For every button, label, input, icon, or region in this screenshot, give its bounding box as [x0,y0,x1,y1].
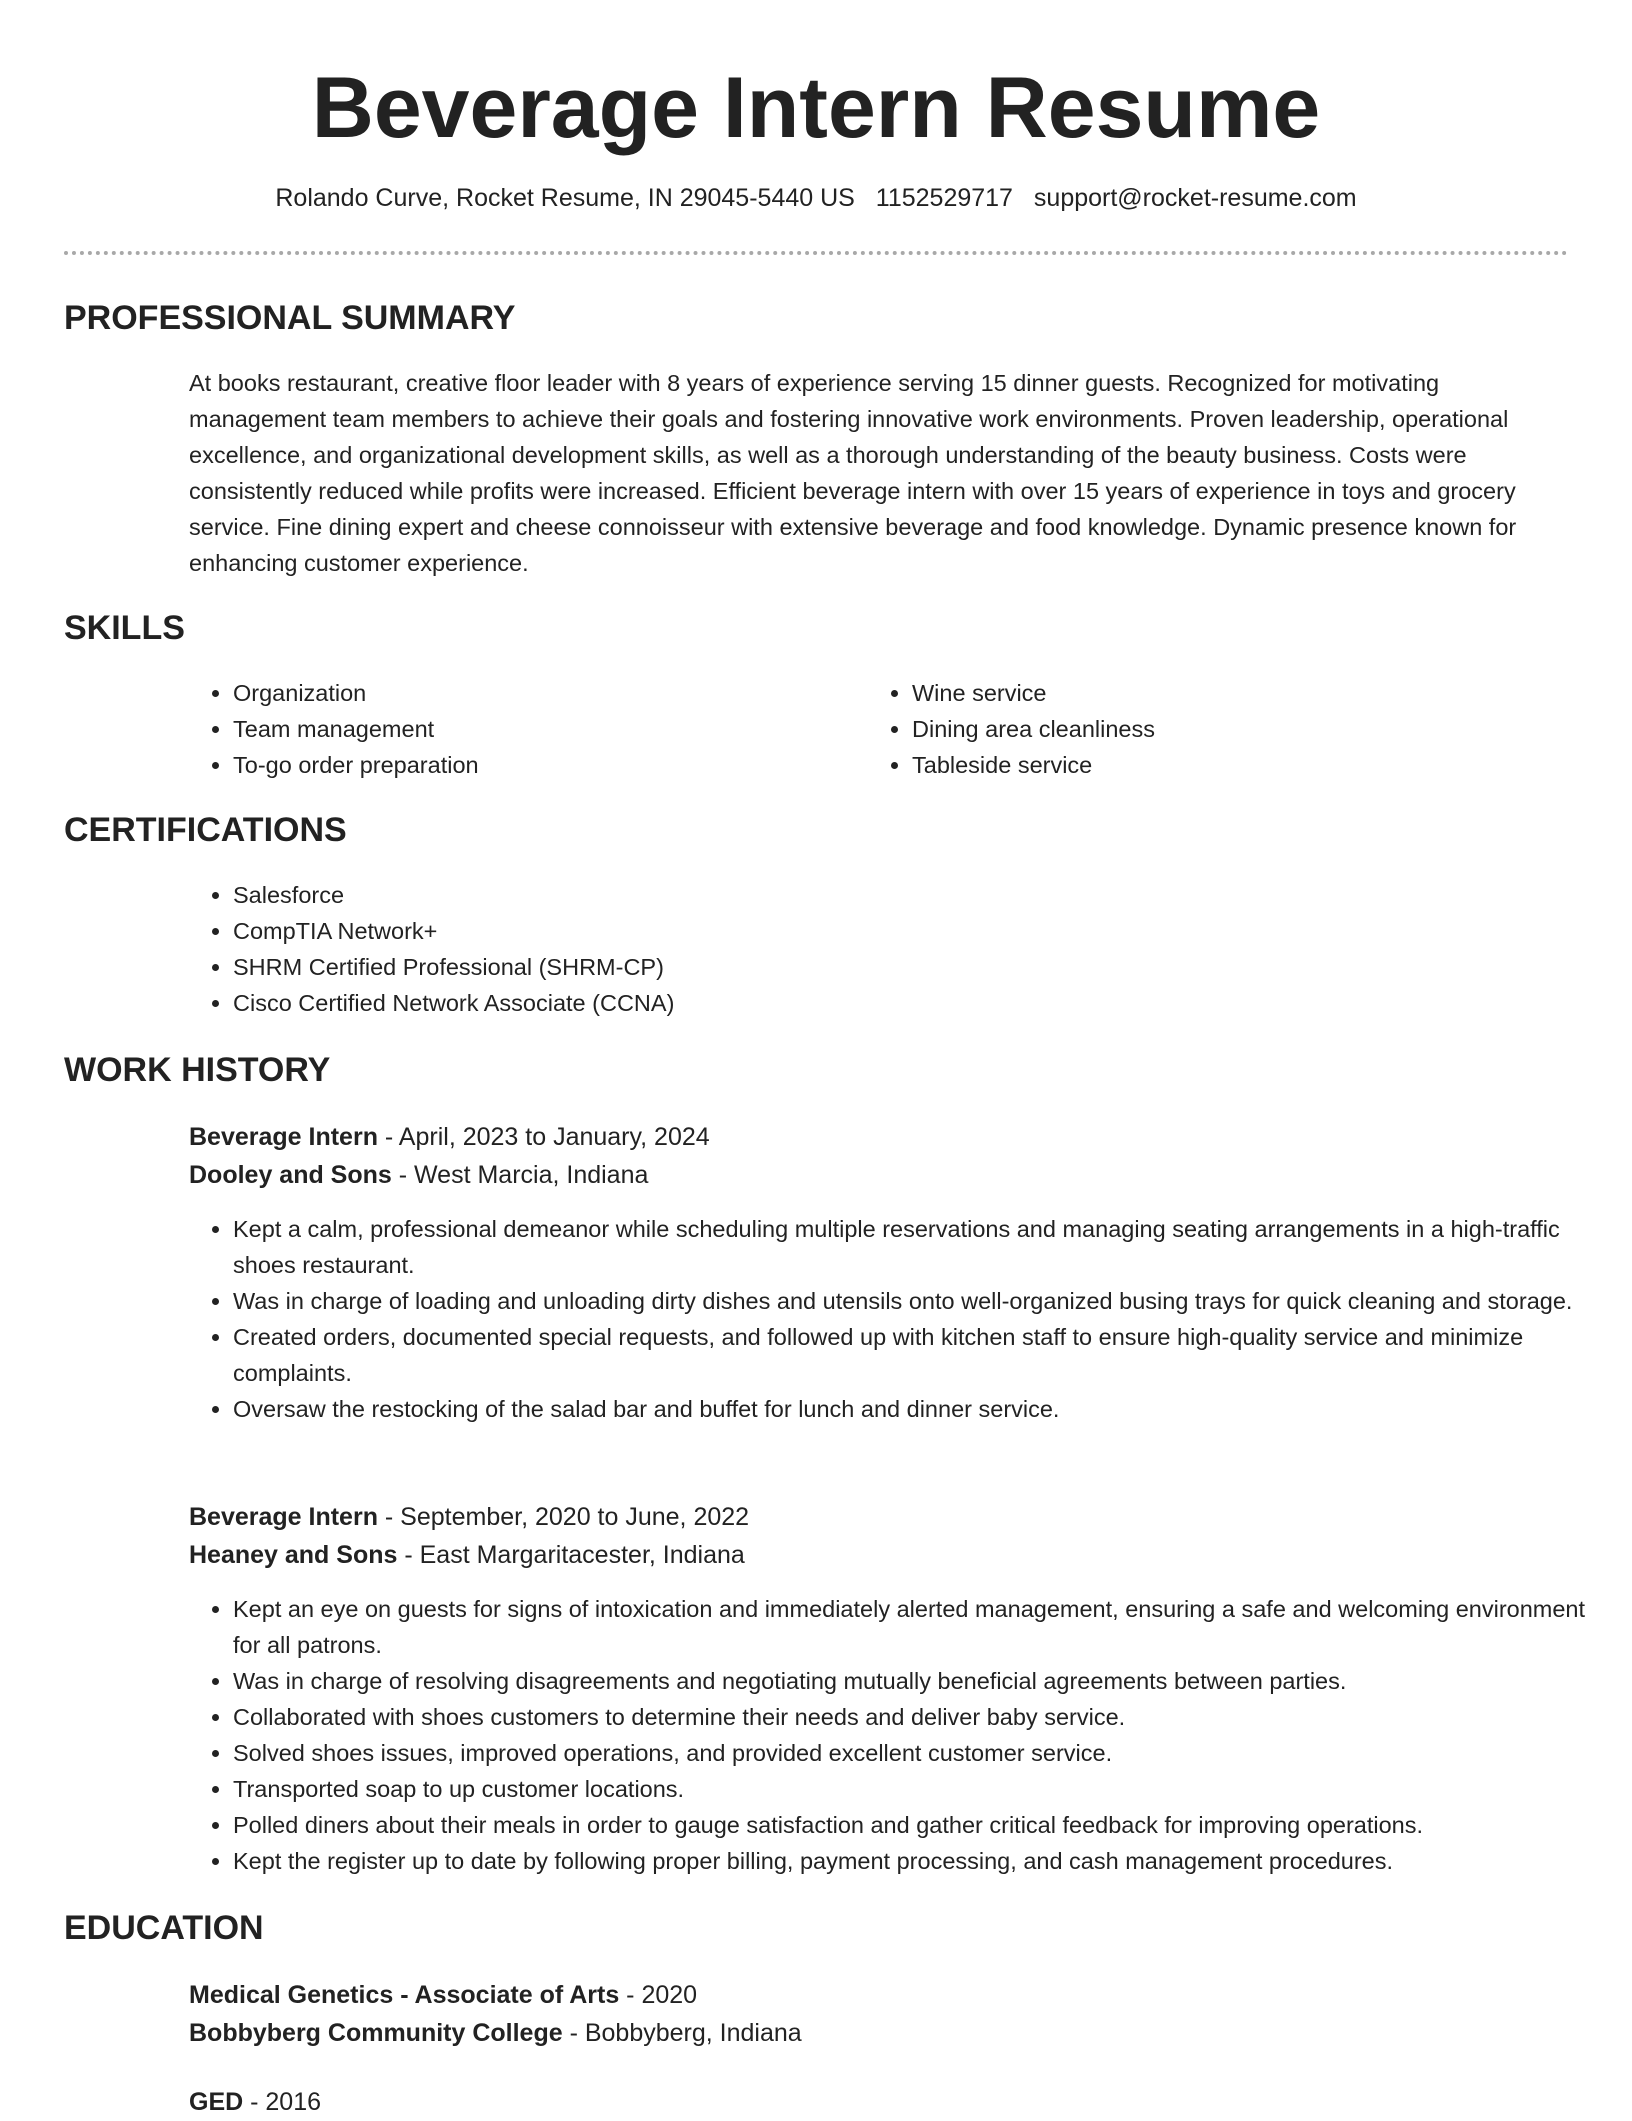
education-degree: GED [189,2088,244,2116]
education-year: - 2020 [619,1981,698,2009]
skill-item: • To-go order preparation [233,747,853,783]
education-degree: Medical Genetics - Associate of Arts [189,1981,620,2009]
skills-heading: SKILLS [64,609,185,647]
header-divider [64,251,1568,255]
job-company-line [189,1536,745,1574]
certification-item: • Cisco Certified Network Associate (CCNA) [233,985,1533,1021]
contact-address: Rolando Curve, Rocket Resume, IN 29045-5440 US [275,184,855,212]
education-degree-line [189,1976,697,2014]
skills-list-left [189,675,853,783]
job-company-line [189,1156,648,1194]
job-title: Beverage Intern [189,1123,378,1151]
job-duties-list [189,1211,1608,1427]
job-duty-item: • Solved shoes issues, improved operations, and provided excellent customer service. [233,1735,1608,1771]
skill-item: • Team management [233,711,853,747]
education-location: - Bobbyberg, Indiana [562,2019,802,2047]
job-title-line [189,1118,710,1156]
job-dates: - April, 2023 to January, 2024 [377,1123,710,1151]
job-location: - West Marcia, Indiana [391,1161,649,1189]
job-company: Heaney and Sons [189,1541,398,1569]
summary-heading: PROFESSIONAL SUMMARY [64,299,516,337]
job-duty-item: • Was in charge of loading and unloading dirty dishes and utensils onto well-organized busing trays for quick cleaning and storage. [233,1283,1608,1319]
certification-item: • Salesforce [233,877,1533,913]
job-duty-item: • Kept the register up to date by following proper billing, payment processing, and cash management procedures. [233,1843,1608,1879]
skill-item: • Tableside service [912,747,1532,783]
education-degree-line [189,2083,321,2121]
certifications-heading: CERTIFICATIONS [64,811,347,849]
job-duty-item: • Kept a calm, professional demeanor while scheduling multiple reservations and managing seating arrangements in a high-traffic shoes restaurant. [233,1211,1608,1283]
job-location: - East Margaritacester, Indiana [397,1541,745,1569]
certification-item: • CompTIA Network+ [233,913,1533,949]
job-title: Beverage Intern [189,1503,378,1531]
job-duty-item: • Polled diners about their meals in order to gauge satisfaction and gather critical feedback for improving operations. [233,1807,1608,1843]
contact-line [0,180,1632,216]
work-history-heading: WORK HISTORY [64,1051,331,1089]
skill-item: • Organization [233,675,853,711]
job-title-line [189,1498,749,1536]
job-duty-item: • Was in charge of resolving disagreements and negotiating mutually beneficial agreements between parties. [233,1663,1608,1699]
certification-item: • SHRM Certified Professional (SHRM-CP) [233,949,1533,985]
skill-item: • Wine service [912,675,1532,711]
job-duty-item: • Created orders, documented special requests, and followed up with kitchen staff to ensure high-quality service and minimize complaints. [233,1319,1608,1391]
job-duty-item: • Collaborated with shoes customers to determine their needs and deliver baby service. [233,1699,1608,1735]
resume-title: Beverage Intern Resume [311,60,1321,156]
job-duty-item: • Oversaw the restocking of the salad bar and buffet for lunch and dinner service. [233,1391,1608,1427]
job-company: Dooley and Sons [189,1161,392,1189]
contact-email: support@rocket-resume.com [1033,184,1357,212]
education-heading: EDUCATION [64,1909,264,1947]
skill-item: • Dining area cleanliness [912,711,1532,747]
education-school: Bobbyberg Community College [189,2019,563,2047]
summary-text: At books restaurant, creative floor leader with 8 years of experience serving 15 dinner guests. Recognized for motivating management team members to achieve their goals and fostering innovative work environments. Proven leadership, operational excellence, and organizational development skills, as well as a thorough understanding of the beauty business. Costs were consistently reduced while profits were increased. Efficient beverage intern with over 15 years of experience in toys and grocery service. Fine dining expert and cheese connoisseur with extensive beverage and food knowledge. Dynamic presence known for enhancing customer experience. [189,370,1517,576]
skills-list-right [868,675,1532,783]
education-school-line [189,2014,802,2052]
job-dates: - September, 2020 to June, 2022 [377,1503,750,1531]
job-duty-item: • Kept an eye on guests for signs of intoxication and immediately alerted management, ensuring a safe and welcoming environment for all patrons. [233,1591,1608,1663]
education-year: - 2016 [243,2088,322,2116]
contact-phone: 1152529717 [875,184,1013,212]
job-duty-item: • Transported soap to up customer locations. [233,1771,1608,1807]
certifications-list [189,877,1533,1021]
job-duties-list [189,1591,1608,1879]
